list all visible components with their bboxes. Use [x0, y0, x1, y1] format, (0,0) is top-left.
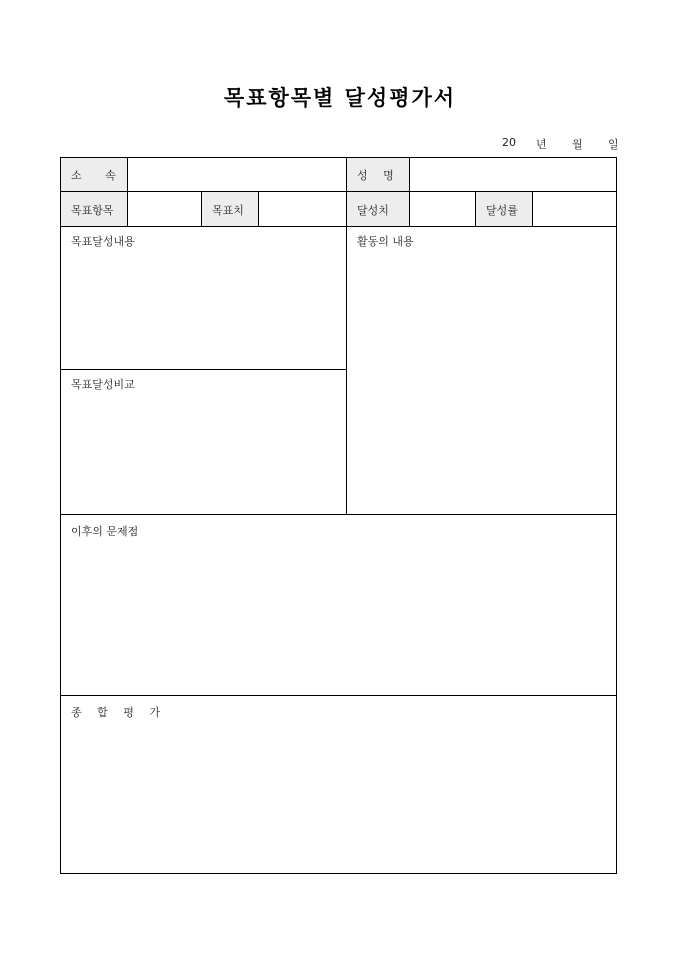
middle-divider: [61, 514, 616, 515]
future-problems-section[interactable]: 이후의 문제점: [71, 525, 139, 538]
target-item-field[interactable]: [128, 192, 201, 226]
col-divider-2: [201, 191, 202, 226]
col-divider-3: [258, 191, 259, 226]
date-year-unit: 년: [536, 138, 547, 151]
col-divider-1: [127, 158, 128, 226]
center-divider: [346, 158, 347, 514]
achievement-comparison-section[interactable]: 목표달성비교: [71, 378, 135, 391]
page-title: 목표항목별 달성평가서: [223, 85, 457, 110]
affiliation-field[interactable]: [128, 158, 346, 191]
achievement-content-section[interactable]: 목표달성내용: [71, 235, 135, 248]
col-divider-5: [409, 158, 410, 226]
achievement-rate-field[interactable]: [533, 192, 616, 226]
row2-divider: [61, 226, 616, 227]
target-value-field[interactable]: [259, 192, 346, 226]
evaluation-form: [60, 157, 617, 874]
activity-content-section[interactable]: 활동의 내용: [357, 235, 414, 248]
target-value-label: 목표치: [202, 192, 258, 226]
date-line: [480, 136, 622, 152]
achieved-value-field[interactable]: [410, 192, 475, 226]
name-label: 성 명: [347, 158, 409, 191]
col-divider-7: [532, 191, 533, 226]
target-item-label: 목표항목: [61, 192, 127, 226]
name-field[interactable]: [410, 158, 616, 191]
date-month-unit: 월: [572, 138, 583, 151]
date-year-prefix: 20: [502, 136, 516, 149]
achieved-value-label: 달성치: [347, 192, 409, 226]
overall-evaluation-section[interactable]: 종 합 평 가: [71, 706, 166, 719]
date-day-unit: 일: [608, 138, 619, 151]
affiliation-label: 소 속: [61, 158, 127, 191]
bottom-divider: [61, 695, 616, 696]
col-divider-6: [475, 191, 476, 226]
achievement-rate-label: 달성률: [476, 192, 532, 226]
left-section-divider: [61, 369, 346, 370]
